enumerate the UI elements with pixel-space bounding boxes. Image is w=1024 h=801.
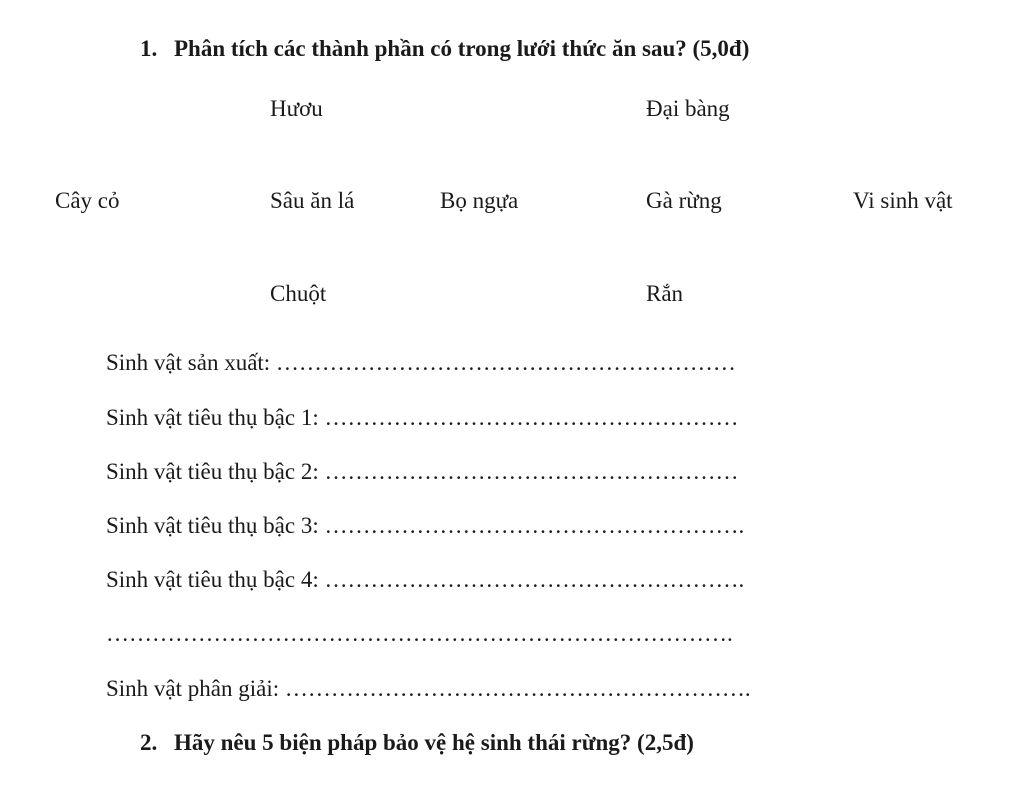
organism-ran: Rắn	[646, 281, 684, 306]
organism-sau-an-la: Sâu ăn lá	[270, 188, 355, 213]
organism-chuot: Chuột	[270, 281, 327, 306]
question-1-heading	[140, 36, 749, 62]
answer-line-consumer-4: Sinh vật tiêu thụ bậc 4: ……………………………………………….	[106, 567, 745, 592]
organism-ga-rung: Gà rừng	[646, 188, 722, 213]
question-1-text: Phân tích các thành phần có trong lưới thức ăn sau? (5,0đ)	[174, 36, 750, 61]
answer-line-consumer-1: Sinh vật tiêu thụ bậc 1: ………………………………………………	[106, 405, 739, 430]
organism-vi-sinh-vat: Vi sinh vật	[853, 188, 953, 213]
organism-dai-bang: Đại bàng	[646, 96, 730, 121]
answer-line-consumer-3: Sinh vật tiêu thụ bậc 3: ……………………………………………….	[106, 513, 745, 538]
question-1-number: 1.	[140, 36, 158, 61]
answer-line-consumer-2: Sinh vật tiêu thụ bậc 2: ………………………………………………	[106, 459, 739, 484]
answer-line-blank: ……………………………………………………………………….	[106, 621, 733, 646]
answer-line-producer: Sinh vật sản xuất: ……………………………………………………	[106, 350, 736, 375]
organism-huou: Hươu	[270, 96, 323, 121]
answer-line-decomposer: Sinh vật phân giải: …………………………………………………….	[106, 676, 751, 701]
question-2-number: 2.	[140, 730, 158, 755]
organism-bo-ngua: Bọ ngựa	[440, 188, 519, 213]
organism-cay-co: Cây cỏ	[55, 188, 120, 213]
question-2-heading	[140, 730, 694, 756]
question-2-text: Hãy nêu 5 biện pháp bảo vệ hệ sinh thái rừng? (2,5đ)	[174, 730, 694, 755]
